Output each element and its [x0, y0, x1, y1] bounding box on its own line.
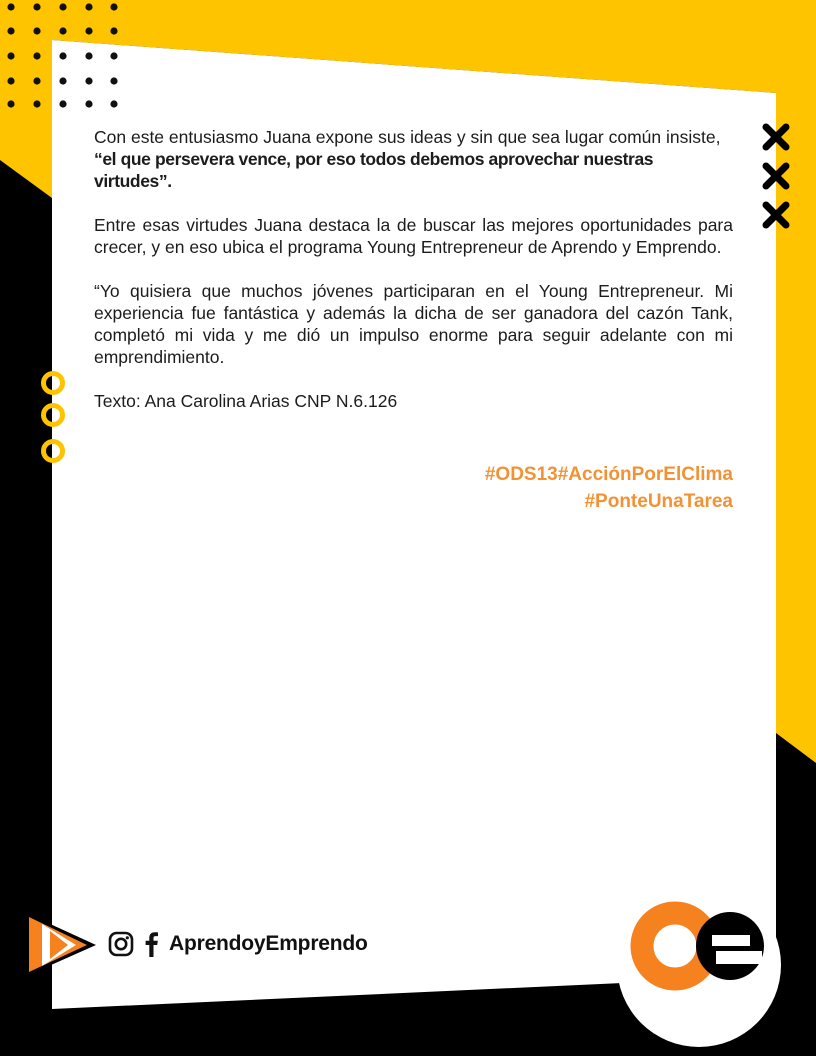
- paragraph-2: Entre esas virtudes Juana destaca la de buscar las mejores oportunidades para crecer, y en eso ubica el programa Young Entrepreneur de Aprendo y Emprendo.: [94, 215, 733, 257]
- paragraph-1-text: Con este entusiasmo Juana expone sus ideas y sin que sea lugar común insiste,: [94, 127, 721, 147]
- facebook-icon[interactable]: [143, 930, 159, 958]
- hashtag-line-2[interactable]: #PonteUnaTarea: [584, 491, 733, 512]
- oe-logo-icon: [617, 883, 781, 1047]
- hashtags: [485, 461, 733, 515]
- paragraph-1-bold-quote: “el que persevera vence, por eso todos debemos aprovechar nuestras virtudes”.: [94, 149, 654, 191]
- paragraph-3: “Yo quisiera que muchos jóvenes participaran en el Young Entrepreneur. Mi experiencia fue fantástica y además la dicha de ser ganadora del cazón Tank, completó mi vida y me dió un impulso enorme para seguir adelante con mi emprendimiento.: [94, 281, 733, 367]
- paragraph-1: [94, 126, 733, 192]
- social-footer: [108, 928, 368, 960]
- social-handle[interactable]: AprendoyEmprendo: [169, 932, 368, 955]
- instagram-icon[interactable]: [108, 931, 134, 957]
- hashtag-line-1[interactable]: #ODS13#AcciónPorElClima: [484, 464, 733, 485]
- author-credit: Texto: Ana Carolina Arias CNP N.6.126: [94, 391, 398, 411]
- article-body: [94, 126, 733, 434]
